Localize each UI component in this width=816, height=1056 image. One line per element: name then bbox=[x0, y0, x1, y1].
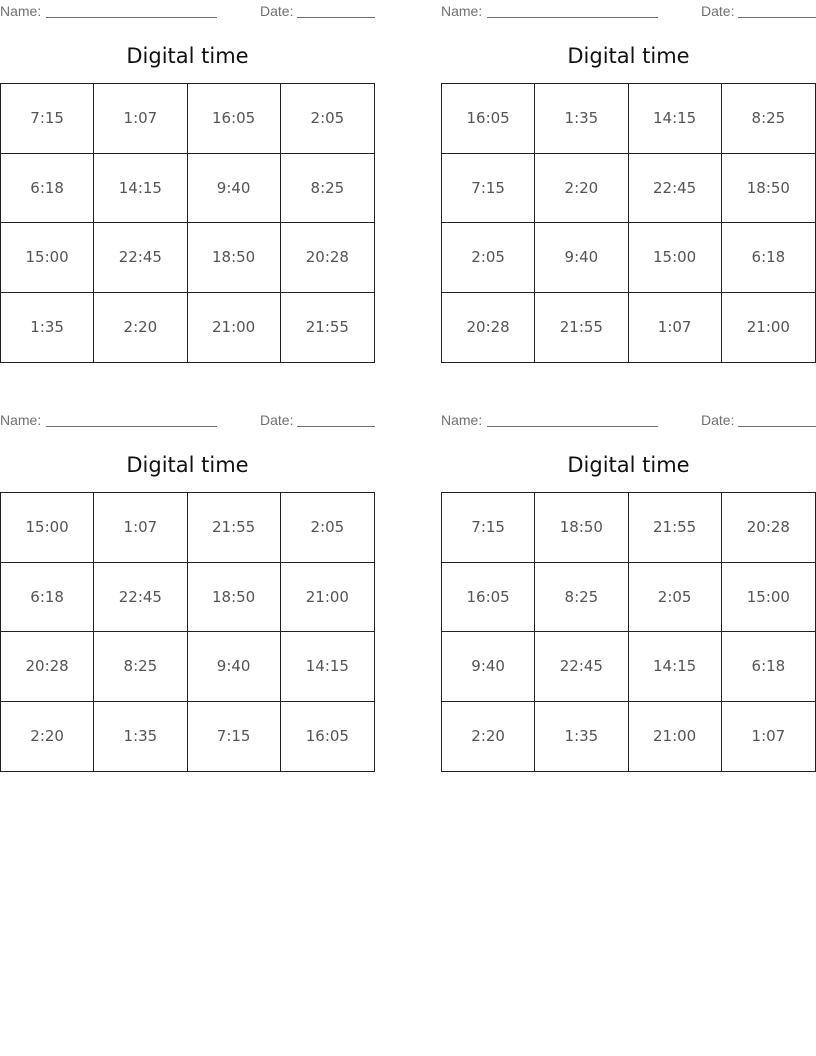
time-cell: 8:25 bbox=[281, 154, 374, 224]
date-label: Date: bbox=[260, 412, 294, 428]
time-cell: 2:05 bbox=[281, 84, 374, 154]
time-cell: 21:00 bbox=[629, 702, 722, 772]
time-grid bbox=[441, 492, 816, 772]
time-cell: 21:55 bbox=[305, 318, 349, 337]
name-date-header bbox=[441, 412, 816, 428]
name-blank-line bbox=[46, 426, 217, 427]
time-cell: 1:07 bbox=[94, 84, 187, 154]
time-cell: 22:45 bbox=[94, 223, 187, 293]
time-cell: 2:05 bbox=[281, 493, 374, 563]
name-date-header bbox=[0, 3, 375, 19]
time-cell: 2:20 bbox=[94, 293, 187, 363]
worksheet-title: Digital time bbox=[126, 453, 249, 477]
time-cell: 22:45 bbox=[535, 632, 628, 702]
time-cell: 1:35 bbox=[1, 293, 94, 363]
time-cell: 20:28 bbox=[281, 223, 374, 293]
name-blank-line bbox=[46, 17, 217, 18]
time-cell: 1:07 bbox=[629, 293, 722, 363]
time-cell: 18:50 bbox=[535, 493, 628, 563]
time-cell: 21:00 bbox=[281, 563, 374, 633]
time-cell: 14:15 bbox=[94, 154, 187, 224]
time-cell: 15:00 bbox=[722, 563, 815, 633]
worksheet-card bbox=[441, 0, 816, 370]
time-cell: 2:05 bbox=[442, 223, 535, 293]
time-cell: 22:45 bbox=[629, 154, 722, 224]
time-cell: 21:00 bbox=[188, 293, 281, 363]
name-date-header bbox=[0, 412, 375, 428]
time-cell: 6:18 bbox=[1, 154, 94, 224]
date-blank-line bbox=[738, 426, 816, 427]
time-cell: 15:00 bbox=[1, 493, 94, 563]
time-cell: 7:15 bbox=[1, 84, 94, 154]
worksheet-card bbox=[0, 0, 375, 370]
worksheet-title: Digital time bbox=[567, 453, 690, 477]
time-cell: 20:28 bbox=[442, 293, 535, 363]
date-blank-line bbox=[738, 17, 816, 18]
date-label: Date: bbox=[701, 3, 735, 19]
time-cell: 7:15 bbox=[442, 154, 535, 224]
worksheet-card bbox=[441, 409, 816, 779]
time-cell: 18:50 bbox=[188, 563, 281, 633]
name-label: Name: bbox=[0, 412, 42, 428]
time-cell: 16:05 bbox=[442, 563, 535, 633]
date-blank-line bbox=[297, 426, 375, 427]
name-label: Name: bbox=[441, 412, 483, 428]
date-blank-line bbox=[297, 17, 375, 18]
worksheet-title: Digital time bbox=[126, 44, 249, 68]
worksheet-card bbox=[0, 409, 375, 779]
time-cell: 22:45 bbox=[94, 563, 187, 633]
time-cell: 8:25 bbox=[535, 563, 628, 633]
name-blank-line bbox=[487, 426, 658, 427]
time-cell: 20:28 bbox=[1, 632, 94, 702]
time-cell: 6:18 bbox=[722, 223, 815, 293]
time-cell: 21:55 bbox=[535, 293, 628, 363]
time-cell: 1:07 bbox=[751, 727, 786, 746]
time-cell: 9:40 bbox=[188, 632, 281, 702]
time-cell: 14:15 bbox=[629, 632, 722, 702]
time-cell: 14:15 bbox=[281, 632, 374, 702]
time-cell: 2:20 bbox=[442, 702, 535, 772]
time-cell: 16:05 bbox=[188, 84, 281, 154]
name-blank-line bbox=[487, 17, 658, 18]
time-cell: 1:35 bbox=[94, 702, 187, 772]
time-cell: 20:28 bbox=[722, 493, 815, 563]
time-cell: 14:15 bbox=[629, 84, 722, 154]
time-cell: 21:00 bbox=[746, 318, 790, 337]
time-cell: 9:40 bbox=[188, 154, 281, 224]
date-label: Date: bbox=[701, 412, 735, 428]
worksheet-title: Digital time bbox=[567, 44, 690, 68]
time-cell: 7:15 bbox=[442, 493, 535, 563]
time-cell: 21:55 bbox=[629, 493, 722, 563]
time-cell: 16:05 bbox=[305, 727, 349, 746]
name-label: Name: bbox=[0, 3, 42, 19]
time-cell: 2:05 bbox=[629, 563, 722, 633]
date-label: Date: bbox=[260, 3, 294, 19]
time-cell: 16:05 bbox=[442, 84, 535, 154]
time-cell: 21:55 bbox=[188, 493, 281, 563]
time-grid bbox=[0, 83, 375, 363]
time-cell: 2:20 bbox=[535, 154, 628, 224]
time-cell: 1:35 bbox=[535, 84, 628, 154]
time-cell: 2:20 bbox=[1, 702, 94, 772]
time-cell: 15:00 bbox=[1, 223, 94, 293]
time-cell: 8:25 bbox=[722, 84, 815, 154]
time-cell: 1:07 bbox=[94, 493, 187, 563]
name-label: Name: bbox=[441, 3, 483, 19]
time-cell: 18:50 bbox=[722, 154, 815, 224]
time-cell: 9:40 bbox=[442, 632, 535, 702]
time-cell: 18:50 bbox=[188, 223, 281, 293]
time-cell: 1:35 bbox=[535, 702, 628, 772]
time-cell: 7:15 bbox=[188, 702, 281, 772]
time-cell: 9:40 bbox=[535, 223, 628, 293]
time-cell: 6:18 bbox=[722, 632, 815, 702]
time-grid bbox=[441, 83, 816, 363]
time-cell: 15:00 bbox=[629, 223, 722, 293]
name-date-header bbox=[441, 3, 816, 19]
time-cell: 6:18 bbox=[1, 563, 94, 633]
time-grid bbox=[0, 492, 375, 772]
time-cell: 8:25 bbox=[94, 632, 187, 702]
